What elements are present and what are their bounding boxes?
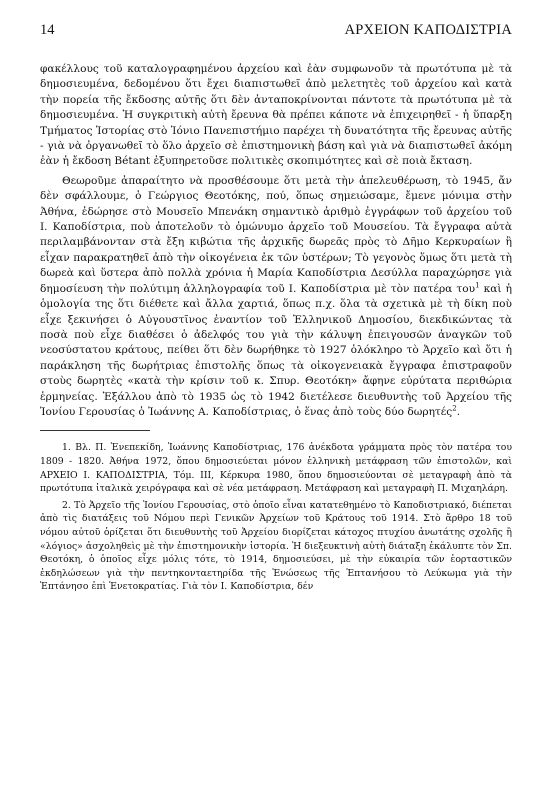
footnote-ref-2[interactable]: 2 — [452, 404, 457, 413]
paragraph-2-part-2: καὶ ἡ ὁμολογία της ὅτι διέθετε καὶ ἄλλα χαρτιά, ὅπως π.χ. ὅλα τὰ σχετικὰ μὲ τὴ δίκη ποὺ εἶχε ξεκινήσει ὁ Αὐγουστῖνος ἐναντίον τοῦ Ἑλληνικοῦ Δημοσίου, διεκδικώντας τὰ ποσὰ ποὺ εἶχε διαθέσει ὁ ἀδελφός του γιὰ τὴν κάλυψη ἐπειγουσῶν ἀναγκῶν τοῦ νεοσύστατου κράτους, πείθει ὅτι δὲν δωρήθηκε τὸ 1927 ὁλόκληρο τὸ Ἀρχεῖο καὶ ὅτι ἡ παράκληση τῆς δωρήτριας ἐπιστολῆς ὅπως τὰ οἰκογενειακὰ ἔγγραφα ἐπιστραφοῦν στοὺς δωρητὲς «κατὰ τὴν κρίσιν τοῦ κ. Σπυρ. Θεοτόκη» ἄφηνε εὐρύτατα περιθώρια ἑρμηνείας. Ἐξάλλου ἀπὸ τὸ 1935 ὡς τὸ 1942 διετέλεσε διευθυντὴς τοῦ Ἀρχείου τῆς Ἰονίου Γερουσίας ὁ Ἰωάννης Α. Καποδίστριας, ὁ ἕνας ἀπὸ τοὺς δύο δωρητές — [40, 282, 512, 418]
footnote-2: 2. Τὸ Ἀρχεῖο τῆς Ἰονίου Γερουσίας, στὸ ὁποῖο εἶναι κατατεθημένο τὸ Καποδιστριακό, διέπεται ἀπὸ τὶς διατάξεις τοῦ Νόμου περὶ Γενικῶν Ἀρχείων τοῦ Κράτους τοῦ 1914. Στὸ ἄρθρο 18 τοῦ νόμου αὐτοῦ ὁρίζεται ὅτι διευθυντὴς τοῦ Ἀρχείου διορίζεται κάτοχος πτυχίου ἀνωτάτης σχολῆς ἢ «λόγιος» ἀσχοληθεὶς μὲ τὴν ἐπιστημονικὴν ἱστορία. Ἡ διεξευκτινὴ αὐτὴ διάταξη ἐκάλυπτε τὸν Σπ. Θεοτόκη, ὁ ὁποῖος εἶχε μόλις τότε, τὸ 1914, δημοσιεύσει, μὲ τὴν εὐκαιρία τῶν ἑορταστικῶν ἐκδηλώσεων γιὰ τὴν πεντηκονταετηρίδα τῆς Ἑνώσεως τῆς Ἑπτανήσου τὸ Λεύκωμα γιὰ τὴν Ἑπτάνησο ἐπὶ Ἑνετοκρατίας. Γιὰ τὸν Ι. Καποδίστρια, δέν — [40, 499, 512, 593]
footnotes — [40, 441, 512, 594]
footnote-divider — [40, 430, 150, 431]
paragraph-2 — [40, 174, 512, 421]
paragraph-2-part-3: . — [456, 405, 461, 418]
page-number: 14 — [40, 22, 55, 38]
running-head: ΑΡΧΕΙΟΝ ΚΑΠΟΔΙΣΤΡΙΑ — [344, 22, 512, 38]
page-header — [40, 22, 512, 42]
footnote-ref-1[interactable]: 1 — [475, 281, 480, 290]
paragraph-1: φακέλλους τοῦ καταλογραφημένου ἀρχείου καὶ ἐὰν συμφωνοῦν τὰ πρωτότυπα μὲ τὰ δημοσιευμένα, δεδομένου ὅτι ἔχει διαπιστωθεῖ ἀπὸ μελετητὲς τοῦ ἀρχείου καὶ κατὰ τὴν πορεία τῆς ἔκδοσης αὐτῆς ὅτι δὲν ἀνταποκρίνονται πάντοτε τὰ πρωτότυπα μὲ τὰ δημοσιευμένα. Ἡ συγκριτικὴ αὐτὴ ἔρευνα θὰ πρέπει κάποτε νὰ ἐπιχειρηθεῖ - ἡ ὕπαρξη Τμήματος Ἱστορίας στὸ Ἰόνιο Πανεπιστήμιο παρέχει τὴ δυνατότητα τῆς ἔρευνας αὐτῆς - γιὰ νὰ ὀργανωθεῖ τὸ ὅλο ἀρχεῖο σὲ ἐπιστημονικὴ βάση καὶ γιὰ νὰ διαπιστωθεῖ ἀκόμη ἐὰν ἡ ἔκδοση Bétant ἐξυπηρετοῦσε πολιτικὲς σκοπιμότητες καὶ σὲ ποιὰ ἔκταση. — [40, 63, 512, 168]
document-page — [40, 22, 512, 597]
body-text — [40, 62, 512, 420]
footnote-1: 1. Βλ. Π. Ἐνεπεκίδη, Ἰωάννης Καποδίστριας, 176 ἀνέκδοτα γράμματα πρὸς τὸν πατέρα του 1809 - 1820. Ἀθήνα 1972, ὅπου δημοσιεύεται μόνον ἑλληνικὴ μετάφραση τῶν ἐπιστολῶν, καὶ ΑΡΧΕΙΟ Ι. ΚΑΠΟΔΙΣΤΡΙΑ, Τόμ. III, Κέρκυρα 1980, ὅπου δημοσιεύονται σὲ μεταγραφὴ ἀπὸ τὰ πρωτότυπα ἰταλικὰ χειρόγραφα καὶ σὲ νέα μετάφραση. Μετάφραση καὶ μεταγραφὴ Π. Μιχαηλάρη. — [40, 442, 512, 495]
paragraph-2-part-1: Θεωροῦμε ἀπαραίτητο νὰ προσθέσουμε ὅτι μετὰ τὴν ἀπελευθέρωση, τὸ 1945, ἄν δὲν σφάλλουμε, ὁ Γεώργιος Θεοτόκης, πού, ὅπως σημειώσαμε, ἔμενε μόνιμα στὴν Ἀθήνα, ἐδώρησε στὸ Μουσεῖο Μπενάκη σημαντικὸ ἀριθμὸ ἐγγράφων τοῦ ἀρχείου τοῦ Ι. Καποδίστρια, ποὺ ἀποτελοῦν τὸ ὁμώνυμο ἀρχεῖο τοῦ Μουσείου. Τὰ ἔγγραφα αὐτὰ περιλαμβάνονταν στὰ ἔξη κιβώτια τῆς ἀρχικῆς δωρεᾶς πρὸς τὸ Δῆμο Κερκυραίων ἢ εἶχαν παρακρατηθεῖ ἀπὸ τὴν οἰκογένεια ἐκ τῶν ὑστέρων; Τὸ γεγονὸς ὅμως ὅτι μετὰ τὴ δωρεὰ καὶ ὕστερα ἀπὸ πολλὰ χρόνια ἡ Μαρία Καποδίστρια Δεσύλλα παραχώρησε γιὰ δημοσίευση τὴν πολύτιμη ἀλληλογραφία τοῦ Ι. Καποδίστρια μὲ τὸν πατέρα του — [40, 174, 512, 295]
